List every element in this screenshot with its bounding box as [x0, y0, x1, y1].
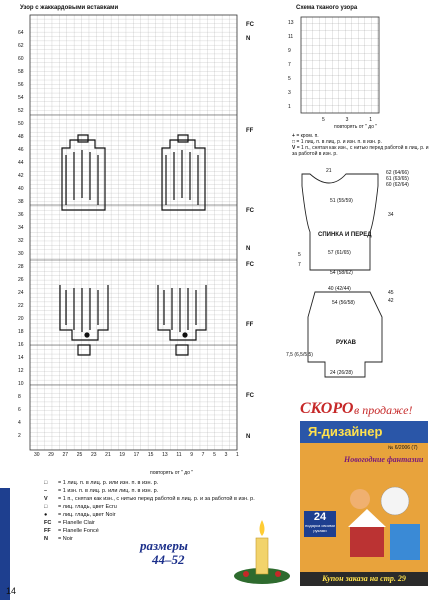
row-number: 36 — [18, 212, 24, 218]
row-number: 10 — [18, 381, 24, 387]
dim-hem: 54 (58/62) — [330, 270, 353, 276]
col-number: 13 — [162, 452, 168, 458]
small-legend — [292, 133, 432, 157]
marker-n: N — [246, 36, 251, 42]
col-number: 5 — [322, 117, 325, 123]
row-number: 22 — [18, 303, 24, 309]
row-number: 8 — [18, 394, 21, 400]
label-sleeve: РУКАВ — [336, 340, 356, 346]
chart-title: Узор с жаккардовыми вставками — [20, 5, 119, 11]
row-number: 60 — [18, 56, 24, 62]
row-number: 6 — [18, 407, 21, 413]
row-number: 5 — [288, 76, 291, 82]
dim-height: 34 — [388, 212, 394, 218]
magazine-issue: № 6/2006 (7) — [388, 445, 418, 451]
row-number: 54 — [18, 95, 24, 101]
dim-cuff-width: 24 (26/28) — [330, 370, 353, 376]
weave-chart — [300, 16, 382, 116]
repeat-note: повторять от " до " — [150, 470, 194, 476]
label-back-front: СПИНКА И ПЕРЕД — [318, 232, 372, 238]
legend-item: FC = Flanelle Clair — [44, 520, 95, 526]
magazine-illustration — [340, 479, 426, 569]
col-number: 23 — [90, 452, 97, 458]
col-number: 29 — [48, 452, 54, 458]
coupon-banner[interactable]: Купон заказа на стр. 29 — [300, 572, 428, 586]
magazine-header — [300, 421, 428, 443]
row-number: 58 — [18, 69, 24, 75]
dim-sleeve-right-1: 45 — [388, 290, 394, 296]
marker-n: N — [246, 434, 251, 440]
dim-body-width: 57 (61/65) — [328, 250, 351, 256]
row-number: 16 — [18, 342, 24, 348]
row-number: 42 — [18, 173, 24, 179]
legend-item: FF = Flanelle Foncé — [44, 528, 99, 534]
row-number: 28 — [18, 264, 24, 270]
dim-sleeve-mid: 54 (56/58) — [332, 300, 355, 306]
col-number: 15 — [147, 452, 154, 458]
magazine-subtitle: Новогодние фантазии — [344, 455, 424, 464]
row-number: 40 — [18, 186, 24, 192]
dim-lower-a: 5 — [298, 252, 301, 258]
legend-item: □ = 1 лиц. п. в лиц. р. или изн. п. в изн. р. — [44, 480, 159, 486]
row-number: 38 — [18, 199, 24, 205]
small-repeat-note: повторять от " до " — [334, 124, 378, 130]
row-number: 64 — [18, 30, 24, 36]
dim-sleeve-right-2: 42 — [388, 298, 394, 304]
small-legend-item: V = 1 п., снятая как изн., с нитью перед работой в лиц. р. и за работой в изн. р. — [292, 145, 429, 157]
row-number: 12 — [18, 368, 24, 374]
small-col-numbers — [322, 117, 372, 123]
legend-item: ● = лиц. гладь, цвет Noir — [44, 512, 116, 518]
side-strip — [0, 488, 10, 600]
small-legend-item: □ = 1 лиц. п. в лиц. р. и изн. п. в изн. р. — [292, 139, 382, 145]
column-numbers — [34, 452, 239, 458]
magazine-badge: 24 подарка своими руками — [304, 511, 336, 537]
row-number: 18 — [18, 329, 24, 335]
row-number: 9 — [288, 48, 291, 54]
col-number: 9 — [190, 452, 193, 458]
col-number: 7 — [201, 452, 205, 458]
col-number: 11 — [176, 452, 182, 458]
row-number: 13 — [288, 20, 294, 26]
magazine-title: Я-дизайнер — [308, 424, 383, 439]
row-number: 7 — [288, 62, 291, 68]
col-number: 1 — [369, 117, 372, 123]
col-number: 3 — [345, 117, 349, 123]
dim-shoulder: 51 (55/59) — [330, 198, 353, 204]
row-number: 62 — [18, 43, 24, 49]
sizes-label: размеры — [140, 538, 188, 553]
col-number: 1 — [236, 452, 239, 458]
small-legend-item: + = кром. п. — [292, 133, 319, 139]
row-number: 14 — [18, 355, 24, 361]
candle-illustration — [232, 508, 292, 588]
sizes-value: 44–52 — [152, 552, 185, 567]
col-number: 27 — [62, 452, 69, 458]
row-number: 34 — [18, 225, 24, 231]
col-number: 17 — [133, 452, 140, 458]
marker-fc: FC — [246, 393, 254, 399]
dim-neck: 21 — [326, 168, 332, 174]
marker-fc: FC — [246, 22, 254, 28]
row-number: 20 — [18, 316, 24, 322]
row-number: 30 — [18, 251, 24, 257]
dim-side-top: 62 (64/66) 61 (63/65) 60 (62/64) — [386, 170, 409, 188]
dim-sleeve-top: 40 (42/44) — [328, 286, 351, 292]
promo-soon: СКОРО — [300, 400, 354, 417]
row-number: 24 — [18, 290, 24, 296]
row-number: 56 — [18, 82, 24, 88]
row-number: 32 — [18, 238, 24, 244]
row-number: 26 — [18, 277, 24, 283]
marker-fc: FC — [246, 208, 254, 214]
row-number: 46 — [18, 147, 24, 153]
row-number: 11 — [288, 34, 294, 40]
col-number: 25 — [76, 452, 83, 458]
legend-item: V = 1 п., снятая как изн., с нитью перед работой в лиц. р. и за работой в изн. р. — [44, 496, 255, 502]
legend-item: □ = лиц. гладь, цвет Ecru — [44, 504, 117, 510]
row-number: 1 — [288, 104, 291, 110]
col-number: 30 — [34, 452, 40, 458]
row-number: 44 — [18, 160, 24, 166]
page-number: 14 — [6, 586, 17, 596]
dim-lower-b: 7 — [298, 262, 301, 268]
col-number: 3 — [224, 452, 228, 458]
row-number: 4 — [18, 420, 21, 426]
marker-n: N — [246, 246, 251, 252]
row-number: 3 — [288, 90, 291, 96]
row-number: 48 — [18, 134, 24, 140]
legend-item: – = 1 изн. п. в лиц. р. или лиц. п. в изн. р. — [44, 488, 159, 494]
row-number: 2 — [18, 433, 21, 439]
legend-item: N = Noir — [44, 536, 73, 542]
magazine-cover[interactable] — [300, 421, 428, 586]
dim-cuff-height: 7,5 (6,5/5,5) — [286, 352, 313, 358]
marker-ff: FF — [246, 322, 254, 328]
promo-sale: в продаже! — [354, 403, 413, 417]
marker-fc: FC — [246, 262, 254, 268]
row-number: 50 — [18, 121, 24, 127]
col-number: 5 — [213, 452, 216, 458]
row-number: 52 — [18, 108, 24, 114]
col-number: 19 — [119, 452, 125, 458]
small-chart-title: Схема тканого узора — [296, 5, 358, 11]
marker-ff: FF — [246, 128, 254, 134]
col-number: 21 — [105, 452, 111, 458]
